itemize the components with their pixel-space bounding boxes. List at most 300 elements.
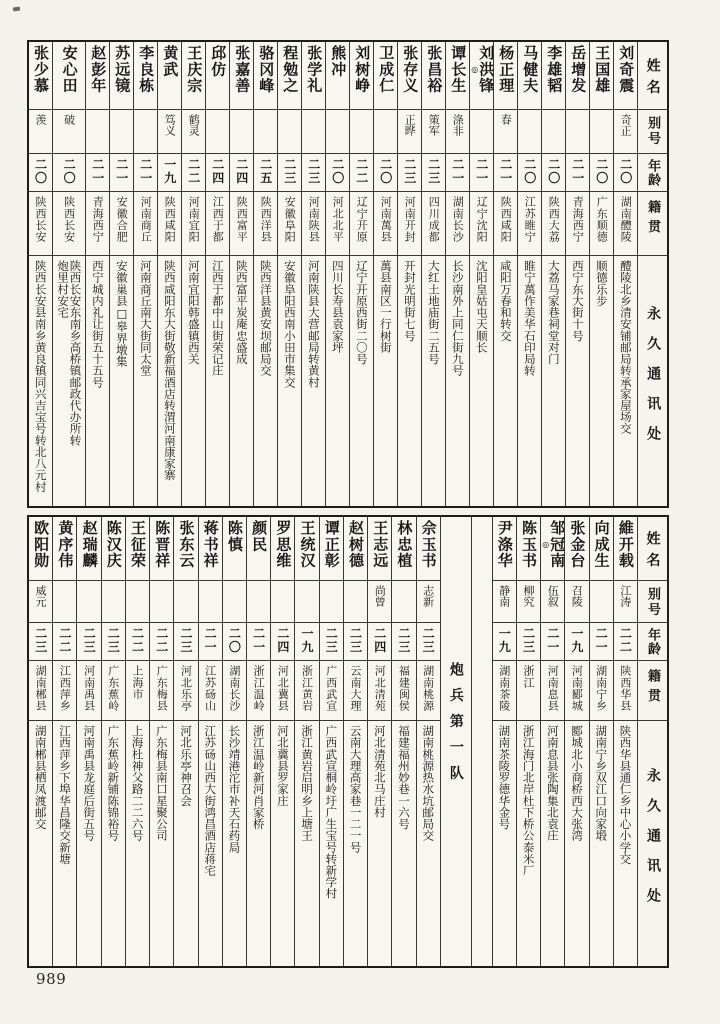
person-alias xyxy=(614,581,637,623)
person-native-text: 湖南茶陵 xyxy=(497,665,511,712)
person-column xyxy=(246,517,270,966)
person-native-text: 四川成都 xyxy=(427,196,441,243)
person-age xyxy=(150,623,173,661)
person-address-text: 安徽巢县□皋界墩集 xyxy=(114,260,129,368)
person-age xyxy=(398,154,421,192)
person-alias xyxy=(590,110,613,154)
person-alias xyxy=(53,581,76,623)
header-cell-age xyxy=(638,154,667,192)
person-address-text: 江苏砀山西大街鸿昌酒店蒋宅 xyxy=(203,725,218,876)
person-age-text: 二二 xyxy=(130,627,145,654)
person-column xyxy=(229,42,253,506)
person-native xyxy=(398,192,421,256)
person-age-text: 二三 xyxy=(106,627,121,654)
person-alias-text: 召陵 xyxy=(570,585,584,607)
person-name xyxy=(350,42,373,110)
person-name xyxy=(302,42,325,110)
person-native-text: 河南郾城 xyxy=(570,665,584,712)
person-name xyxy=(182,42,205,110)
person-alias xyxy=(110,110,133,154)
person-alias xyxy=(86,110,109,154)
person-address-text: 西宁城内礼让街五十五号 xyxy=(90,260,105,388)
person-name-text: 张金台 xyxy=(568,520,587,569)
person-address xyxy=(150,721,173,966)
header-cell-alias-text: 别号 xyxy=(644,587,660,618)
person-native-text: 湖南郴县 xyxy=(34,665,48,712)
person-name xyxy=(77,517,100,581)
person-name-text: 王统汉 xyxy=(298,520,317,569)
person-address-text: 河南商丘南大街同太堂 xyxy=(138,260,153,377)
person-age xyxy=(247,623,270,661)
person-alias xyxy=(368,581,391,623)
person-column xyxy=(125,517,149,966)
header-cell-name xyxy=(638,517,667,581)
person-native-text: 陕西长安 xyxy=(62,196,76,243)
person-name xyxy=(517,517,540,581)
person-column xyxy=(613,42,637,506)
person-native xyxy=(344,661,367,721)
person-age-text: 二二 xyxy=(354,158,369,185)
person-name xyxy=(614,42,637,110)
person-age-text: 二三 xyxy=(348,627,363,654)
person-alias xyxy=(77,581,100,623)
person-name xyxy=(150,517,173,581)
person-age xyxy=(86,154,109,192)
person-alias xyxy=(542,110,565,154)
person-native-text: 河北乐亭 xyxy=(179,665,193,712)
person-native xyxy=(126,661,149,721)
person-native-text: 陕西华县 xyxy=(618,665,632,712)
person-native-text: 广东顺德 xyxy=(595,196,609,243)
person-alias-text: 江涛 xyxy=(618,585,632,607)
person-name xyxy=(493,517,516,581)
person-alias xyxy=(53,110,85,154)
person-column xyxy=(205,42,229,506)
person-age xyxy=(614,154,637,192)
person-native xyxy=(541,661,564,721)
person-age-text: 二一 xyxy=(450,158,465,185)
person-alias xyxy=(344,581,367,623)
person-address-text: 广西武宣桐岭圩广生宝号转新学村 xyxy=(324,725,339,900)
person-alias-text: 威元 xyxy=(34,585,48,607)
person-age-text: 二二 xyxy=(154,627,169,654)
person-name xyxy=(278,42,301,110)
person-address xyxy=(614,256,637,506)
person-age xyxy=(374,154,397,192)
person-age-text: 二四 xyxy=(372,627,387,654)
person-address xyxy=(199,721,222,966)
person-address-text: 长沙南外上同仁街九号 xyxy=(450,260,465,377)
person-column xyxy=(564,517,588,966)
person-address-text: 广东梅县南口星聚公司 xyxy=(154,725,169,842)
person-name xyxy=(542,42,565,110)
person-name-text: 赵树德 xyxy=(346,520,365,569)
person-address-text: 沈阳皇姑屯天顺长 xyxy=(474,260,489,353)
person-alias-text: 尚曾 xyxy=(373,585,387,607)
person-name-text: 維开载 xyxy=(616,520,635,569)
person-name xyxy=(417,517,440,581)
person-address-text: 萬县南区一行树街 xyxy=(378,260,393,353)
person-name xyxy=(566,42,589,110)
person-alias-text: 奇正 xyxy=(619,114,633,136)
person-name-text: 卫成仁 xyxy=(377,45,396,94)
person-alias xyxy=(254,110,277,154)
person-address-text: 陕西长安东南乡高桥镇邮政代办所转 炮里村安宅 xyxy=(56,260,83,446)
person-age xyxy=(206,154,229,192)
person-age-text: 二一 xyxy=(138,158,153,185)
person-alias xyxy=(590,581,613,623)
person-column xyxy=(101,517,125,966)
person-native xyxy=(446,192,469,256)
person-name-text: 谭长生 xyxy=(449,45,468,94)
header-cell-age-text: 年龄 xyxy=(644,628,660,657)
person-name-text: 刘奇震 xyxy=(617,45,636,94)
person-name-text: 骆冈峰 xyxy=(257,45,276,94)
person-address xyxy=(53,721,76,966)
person-name xyxy=(494,42,517,110)
person-native xyxy=(102,661,125,721)
person-column xyxy=(29,517,52,966)
person-alias xyxy=(126,581,149,623)
person-address xyxy=(344,721,367,966)
person-native-text: 河北北平 xyxy=(331,196,345,243)
person-alias xyxy=(517,581,540,623)
person-name xyxy=(206,42,229,110)
person-address xyxy=(295,721,318,966)
person-name xyxy=(470,42,496,110)
person-address-text: 上海杜神父路二二六号 xyxy=(130,725,145,842)
person-age-text: 二一 xyxy=(545,627,560,654)
person-name-text: 张嘉善 xyxy=(233,45,252,94)
page-sheet xyxy=(27,40,669,968)
person-native-text: 湖南宁乡 xyxy=(594,665,608,712)
person-address xyxy=(320,721,343,966)
person-native-text: 江西萍乡 xyxy=(58,665,72,712)
person-name xyxy=(368,517,391,581)
person-address-text: 西宁东大街十号 xyxy=(570,260,585,342)
person-address xyxy=(223,721,246,966)
person-column xyxy=(325,42,349,506)
person-address-text: 浙江黄岩启明乡上塘王 xyxy=(300,725,315,842)
person-age xyxy=(392,623,415,661)
person-name-text: 王国雄 xyxy=(593,45,612,94)
person-name-text: 刘树峥 xyxy=(353,45,372,94)
person-name xyxy=(247,517,270,581)
person-native xyxy=(590,661,613,721)
person-age xyxy=(326,154,349,192)
person-native-text: 河北清苑 xyxy=(373,665,387,712)
person-address xyxy=(134,256,157,506)
person-alias xyxy=(278,110,301,154)
person-address-text: 浙江温岭新河肖家桥 xyxy=(251,725,266,830)
person-name xyxy=(29,42,52,110)
person-address xyxy=(422,256,445,506)
person-address xyxy=(271,721,294,966)
person-address xyxy=(590,256,613,506)
person-age xyxy=(29,154,52,192)
person-address xyxy=(29,256,52,506)
person-column xyxy=(181,42,205,506)
person-alias xyxy=(541,581,564,623)
person-age-text: 二一 xyxy=(251,627,266,654)
person-address-text: 安徽阜阳西南小田市集交 xyxy=(282,260,297,388)
person-name xyxy=(590,42,613,110)
person-address-text: 辽宁开原西街二〇号 xyxy=(354,260,369,365)
person-name-text: 赵彭年 xyxy=(89,45,108,94)
person-age-text: 二一 xyxy=(90,158,105,185)
person-name-text: 黄武 xyxy=(161,45,180,78)
person-name-text: 杨正理 xyxy=(497,45,516,94)
person-column xyxy=(565,42,589,506)
person-name-text: 蒋书祥 xyxy=(201,520,220,569)
person-native-text: 陕西大荔 xyxy=(547,196,561,243)
person-age xyxy=(223,623,246,661)
person-native xyxy=(614,661,637,721)
person-alias xyxy=(518,110,541,154)
person-age-text: 二〇 xyxy=(522,158,537,185)
person-age xyxy=(199,623,222,661)
person-native-text: 广东梅县 xyxy=(155,665,169,712)
person-age-text: 二三 xyxy=(306,158,321,185)
person-alias xyxy=(199,581,222,623)
person-column xyxy=(294,517,318,966)
person-native xyxy=(493,661,516,721)
header-cell-name-text: 姓名 xyxy=(644,530,661,575)
person-column xyxy=(149,517,173,966)
person-native xyxy=(590,192,613,256)
person-native xyxy=(182,192,205,256)
person-age-text: 二一 xyxy=(203,627,218,654)
person-native-text: 湖南桃源 xyxy=(421,665,435,712)
person-alias xyxy=(223,581,246,623)
person-address xyxy=(29,721,52,966)
person-name-text: 欧阳勋 xyxy=(32,520,51,569)
person-native xyxy=(470,192,493,256)
person-native xyxy=(518,192,541,256)
header-cell-native-text: 籍贯 xyxy=(644,669,660,708)
person-alias-text: 柳究 xyxy=(521,585,535,607)
person-age xyxy=(320,623,343,661)
person-alias xyxy=(494,110,517,154)
person-name-text: 黄序伟 xyxy=(56,520,75,569)
person-native-text: 江苏睢宁 xyxy=(523,196,537,243)
person-age-text: 一九 xyxy=(300,627,315,654)
person-age xyxy=(182,154,205,192)
person-alias xyxy=(417,581,440,623)
person-native xyxy=(374,192,397,256)
person-age-text: 二一 xyxy=(114,158,129,185)
person-name-text: 安心田 xyxy=(60,45,79,94)
person-name-text: 尹涤华 xyxy=(495,520,514,569)
person-native-text: 河南宜阳 xyxy=(187,196,201,243)
person-column xyxy=(589,517,613,966)
person-column xyxy=(76,517,100,966)
person-age xyxy=(493,623,516,661)
person-age xyxy=(77,623,100,661)
person-name-text: 张学礼 xyxy=(305,45,324,94)
person-address xyxy=(446,256,469,506)
person-address-text: 醴陵北乡清安铺邮局转承家屋场交 xyxy=(618,260,633,435)
person-native xyxy=(86,192,109,256)
person-native xyxy=(206,192,229,256)
person-name-text: 张昌裕 xyxy=(425,45,444,94)
person-age-text: 二三 xyxy=(324,627,339,654)
person-age xyxy=(542,154,565,192)
person-age-text: 一九 xyxy=(497,627,512,654)
header-cell-age xyxy=(638,623,667,661)
person-name xyxy=(199,517,222,581)
person-age-text: 二三 xyxy=(178,627,193,654)
person-native xyxy=(134,192,157,256)
person-name-text: 陈慎 xyxy=(225,520,244,553)
roster-table-top xyxy=(27,40,669,508)
header-cell-address xyxy=(638,721,667,966)
person-address-text: 大红土地庙街二五号 xyxy=(426,260,441,365)
person-native-text: 安徽合肥 xyxy=(115,196,129,243)
person-column xyxy=(52,42,85,506)
person-column xyxy=(421,42,445,506)
person-name-text: 颜民 xyxy=(250,520,269,553)
person-alias xyxy=(102,581,125,623)
person-name-text: 林忠植 xyxy=(395,520,414,569)
person-name-text: 张少慕 xyxy=(32,45,51,94)
person-age-text: 二二 xyxy=(618,627,633,654)
person-age xyxy=(470,154,493,192)
person-name-text: 程勉之 xyxy=(281,45,300,94)
header-cell-native xyxy=(638,192,667,256)
person-age xyxy=(271,623,294,661)
person-native-text: 安徽阜阳 xyxy=(283,196,297,243)
person-alias xyxy=(206,110,229,154)
person-alias-text: 春 xyxy=(499,114,513,125)
header-column xyxy=(637,42,667,506)
person-native xyxy=(417,661,440,721)
person-age xyxy=(614,623,637,661)
person-column xyxy=(349,42,373,506)
person-native xyxy=(614,192,637,256)
person-name-text: 陈玉书 xyxy=(519,520,538,569)
person-name xyxy=(374,42,397,110)
person-address-text: 湖南郴县栖凤渡邮交 xyxy=(33,725,48,830)
person-age xyxy=(53,154,85,192)
person-column xyxy=(445,42,469,506)
person-address-text: 河北冀县罗家庄 xyxy=(275,725,290,807)
person-column xyxy=(301,42,325,506)
person-name xyxy=(320,517,343,581)
person-name-text: 向成生 xyxy=(592,520,611,569)
person-alias xyxy=(271,581,294,623)
person-alias xyxy=(392,581,415,623)
person-alias xyxy=(374,110,397,154)
person-column xyxy=(469,42,496,506)
person-address xyxy=(542,256,565,506)
person-age xyxy=(302,154,325,192)
person-age-text: 二三 xyxy=(33,627,48,654)
person-name xyxy=(295,517,318,581)
person-address-text: 河南禹县龙庭后街五号 xyxy=(82,725,97,842)
person-name xyxy=(422,42,445,110)
person-address-text: 湖南宁乡双江口向家塅 xyxy=(594,725,609,842)
person-native xyxy=(517,661,540,721)
person-column xyxy=(173,517,197,966)
person-alias xyxy=(182,110,205,154)
person-name-text: 刘洪锋 ◎ xyxy=(470,45,496,94)
person-age-text: 二三 xyxy=(402,158,417,185)
person-address xyxy=(110,256,133,506)
person-age xyxy=(565,623,588,661)
person-native xyxy=(295,661,318,721)
person-alias xyxy=(150,581,173,623)
person-address xyxy=(614,721,637,966)
name-annotation-mark: ◎ xyxy=(470,65,480,76)
person-address-text: 陕西华县通仁乡中心小学交 xyxy=(618,725,633,865)
person-address xyxy=(398,256,421,506)
person-native-text: 云南大理 xyxy=(348,665,362,712)
person-native xyxy=(254,192,277,256)
name-annotation-mark: ◎ xyxy=(541,540,551,551)
person-age xyxy=(102,623,125,661)
person-alias-text: 静南 xyxy=(497,585,511,607)
person-native xyxy=(422,192,445,256)
person-age xyxy=(541,623,564,661)
person-address-text: 河南宜阳韩盛镇西关 xyxy=(186,260,201,365)
person-native-text: 陕西长安 xyxy=(34,196,48,243)
person-column xyxy=(85,42,109,506)
header-cell-name xyxy=(638,42,667,110)
person-age-text: 二二 xyxy=(57,627,72,654)
person-address-text: 陕西洋县黄安坝邮局交 xyxy=(258,260,273,377)
person-address xyxy=(182,256,205,506)
person-native xyxy=(53,661,76,721)
person-address-text: 长沙靖港沱市补天石药局 xyxy=(227,725,242,853)
person-age xyxy=(174,623,197,661)
person-name xyxy=(29,517,52,581)
person-age-text: 二一 xyxy=(594,627,609,654)
person-alias xyxy=(350,110,373,154)
person-name xyxy=(86,42,109,110)
person-address xyxy=(470,256,493,506)
person-address-text: 云南大理高家巷一二一号 xyxy=(348,725,363,853)
person-name xyxy=(326,42,349,110)
person-native-text: 陕西富平 xyxy=(235,196,249,243)
person-native xyxy=(392,661,415,721)
person-column xyxy=(222,517,246,966)
person-native xyxy=(77,661,100,721)
person-age-text: 二〇 xyxy=(62,158,77,185)
person-alias xyxy=(29,581,52,623)
person-age-text: 二五 xyxy=(258,158,273,185)
person-native-text: 辽宁开原 xyxy=(355,196,369,243)
person-age xyxy=(422,154,445,192)
person-name-text: 苏远镜 xyxy=(113,45,132,94)
person-column xyxy=(540,517,567,966)
person-address xyxy=(254,256,277,506)
person-column xyxy=(391,517,415,966)
person-alias xyxy=(470,110,493,154)
person-native-text: 陕西咸阳 xyxy=(499,196,513,243)
person-address xyxy=(417,721,440,966)
person-age xyxy=(494,154,517,192)
person-name xyxy=(254,42,277,110)
person-column xyxy=(253,42,277,506)
person-alias xyxy=(230,110,253,154)
person-native xyxy=(542,192,565,256)
person-address xyxy=(368,721,391,966)
person-name-text: 佘玉书 xyxy=(419,520,438,569)
person-native-text: 青海西宁 xyxy=(571,196,585,243)
roster-table-bottom xyxy=(27,515,669,968)
person-native-text: 浙江 xyxy=(521,665,535,689)
